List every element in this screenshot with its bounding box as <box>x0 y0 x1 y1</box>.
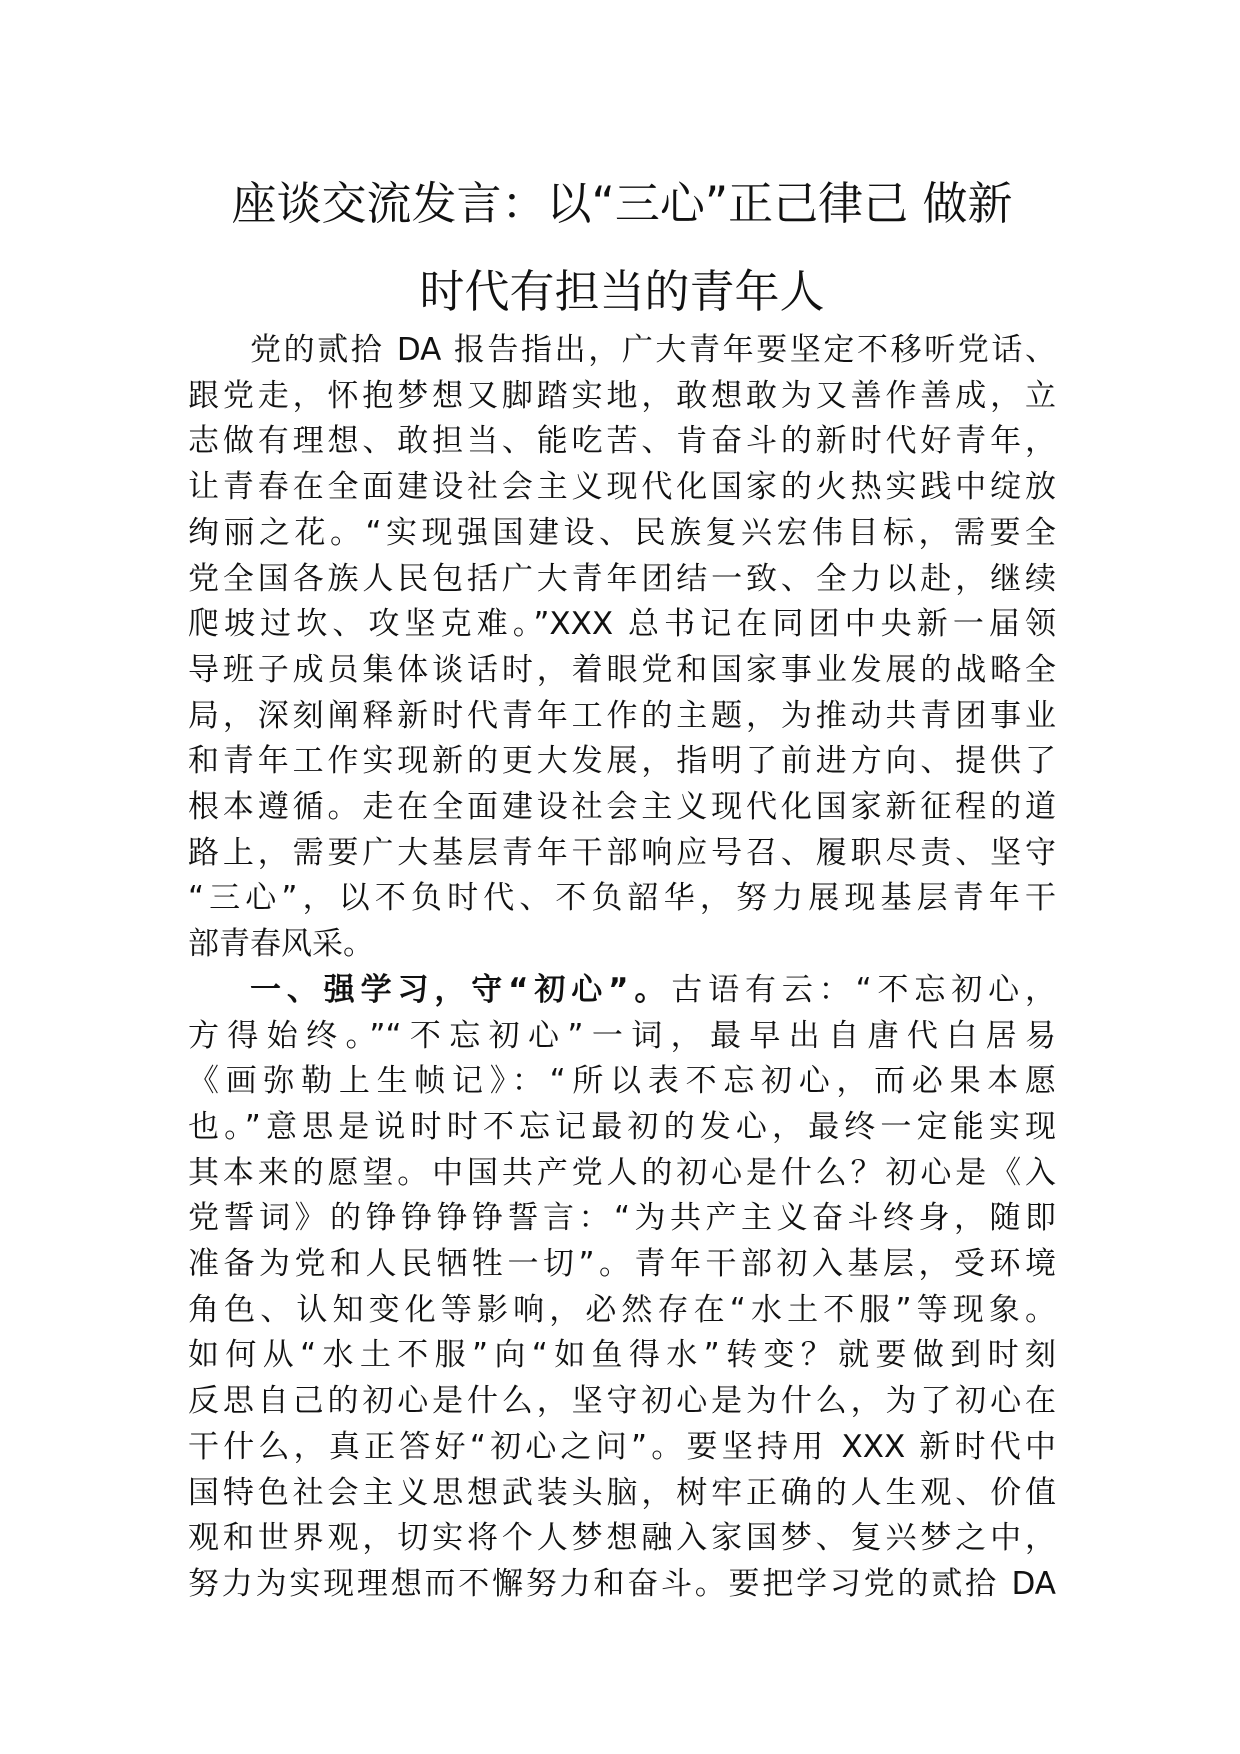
document-body <box>188 328 1056 1608</box>
text-line: 跟党走，怀抱梦想又脚踏实地，敢想敢为又善作善成，立 <box>188 377 1056 414</box>
text-line <box>188 968 1056 1014</box>
text-line: 根本遵循。走在全面建设社会主义现代化国家新征程的道 <box>188 789 1056 826</box>
title-line-2: 时代有担当的青年人 <box>419 265 825 318</box>
text-line: 爬坡过坎、攻坚克难。”XXX 总书记在同团中央新一届领 <box>188 606 1056 643</box>
text-line: 志做有理想、敢担当、能吃苦、肯奋斗的新时代好青年， <box>188 423 1056 460</box>
text-line: 党的贰拾 DA 报告指出，广大青年要坚定不移听党话、 <box>250 332 1056 368</box>
paragraph-1 <box>188 328 1056 968</box>
text-line: 也。”意思是说时时不忘记最初的发心，最终一定能实现 <box>188 1108 1056 1145</box>
text-line: 和青年工作实现新的更大发展，指明了前进方向、提供了 <box>188 743 1056 780</box>
document-title <box>188 160 1056 336</box>
text-line: 部青春风采。 <box>188 926 374 963</box>
text-line: 路上，需要广大基层青年干部响应号召、履职尽责、坚守 <box>188 834 1056 871</box>
paragraph-2 <box>188 968 1056 1608</box>
text-line: “三心”，以不负时代、不负韶华，努力展现基层青年干 <box>188 880 1056 917</box>
text-line: 《画弥勒上生帧记》：“所以表不忘初心，而必果本愿 <box>188 1063 1056 1100</box>
section-heading: 一、强学习，守“初心”。 <box>250 971 672 1008</box>
text-line: 让青春在全面建设社会主义现代化国家的火热实践中绽放 <box>188 469 1056 506</box>
text-line: 如何从“水土不服”向“如鱼得水”转变？就要做到时刻 <box>188 1337 1056 1374</box>
text-line: 反思自己的初心是什么，坚守初心是为什么，为了初心在 <box>188 1383 1056 1420</box>
text-line: 绚丽之花。“实现强国建设、民族复兴宏伟目标，需要全 <box>188 514 1056 551</box>
section-heading-rest: 古语有云：“不忘初心， <box>671 971 1056 1008</box>
text-line: 党全国各族人民包括广大青年团结一致、全力以赴，继续 <box>188 560 1056 597</box>
text-line: 导班子成员集体谈话时，着眼党和国家事业发展的战略全 <box>188 651 1056 688</box>
text-line: 方得始终。”“不忘初心”一词，最早出自唐代白居易 <box>188 1017 1056 1054</box>
text-line: 党誓词》的铮铮铮铮誓言：“为共产主义奋斗终身，随即 <box>188 1200 1056 1237</box>
title-line-1: 座谈交流发言：以“三心”正己律己 做新 <box>231 177 1013 230</box>
text-line: 干什么，真正答好“初心之问”。要坚持用 XXX 新时代中 <box>188 1428 1056 1465</box>
text-line: 局，深刻阐释新时代青年工作的主题，为推动共青团事业 <box>188 697 1056 734</box>
text-line: 努力为实现理想而不懈努力和奋斗。要把学习党的贰拾 DA <box>188 1565 1056 1602</box>
text-line: 观和世界观，切实将个人梦想融入家国梦、复兴梦之中， <box>188 1520 1056 1557</box>
text-line: 国特色社会主义思想武装头脑，树牢正确的人生观、价值 <box>188 1474 1056 1511</box>
text-line: 其本来的愿望。中国共产党人的初心是什么？初心是《入 <box>188 1154 1056 1191</box>
text-line: 准备为党和人民牺牲一切”。青年干部初入基层，受环境 <box>188 1246 1056 1283</box>
text-line: 角色、认知变化等影响，必然存在“水土不服”等现象。 <box>188 1291 1056 1328</box>
